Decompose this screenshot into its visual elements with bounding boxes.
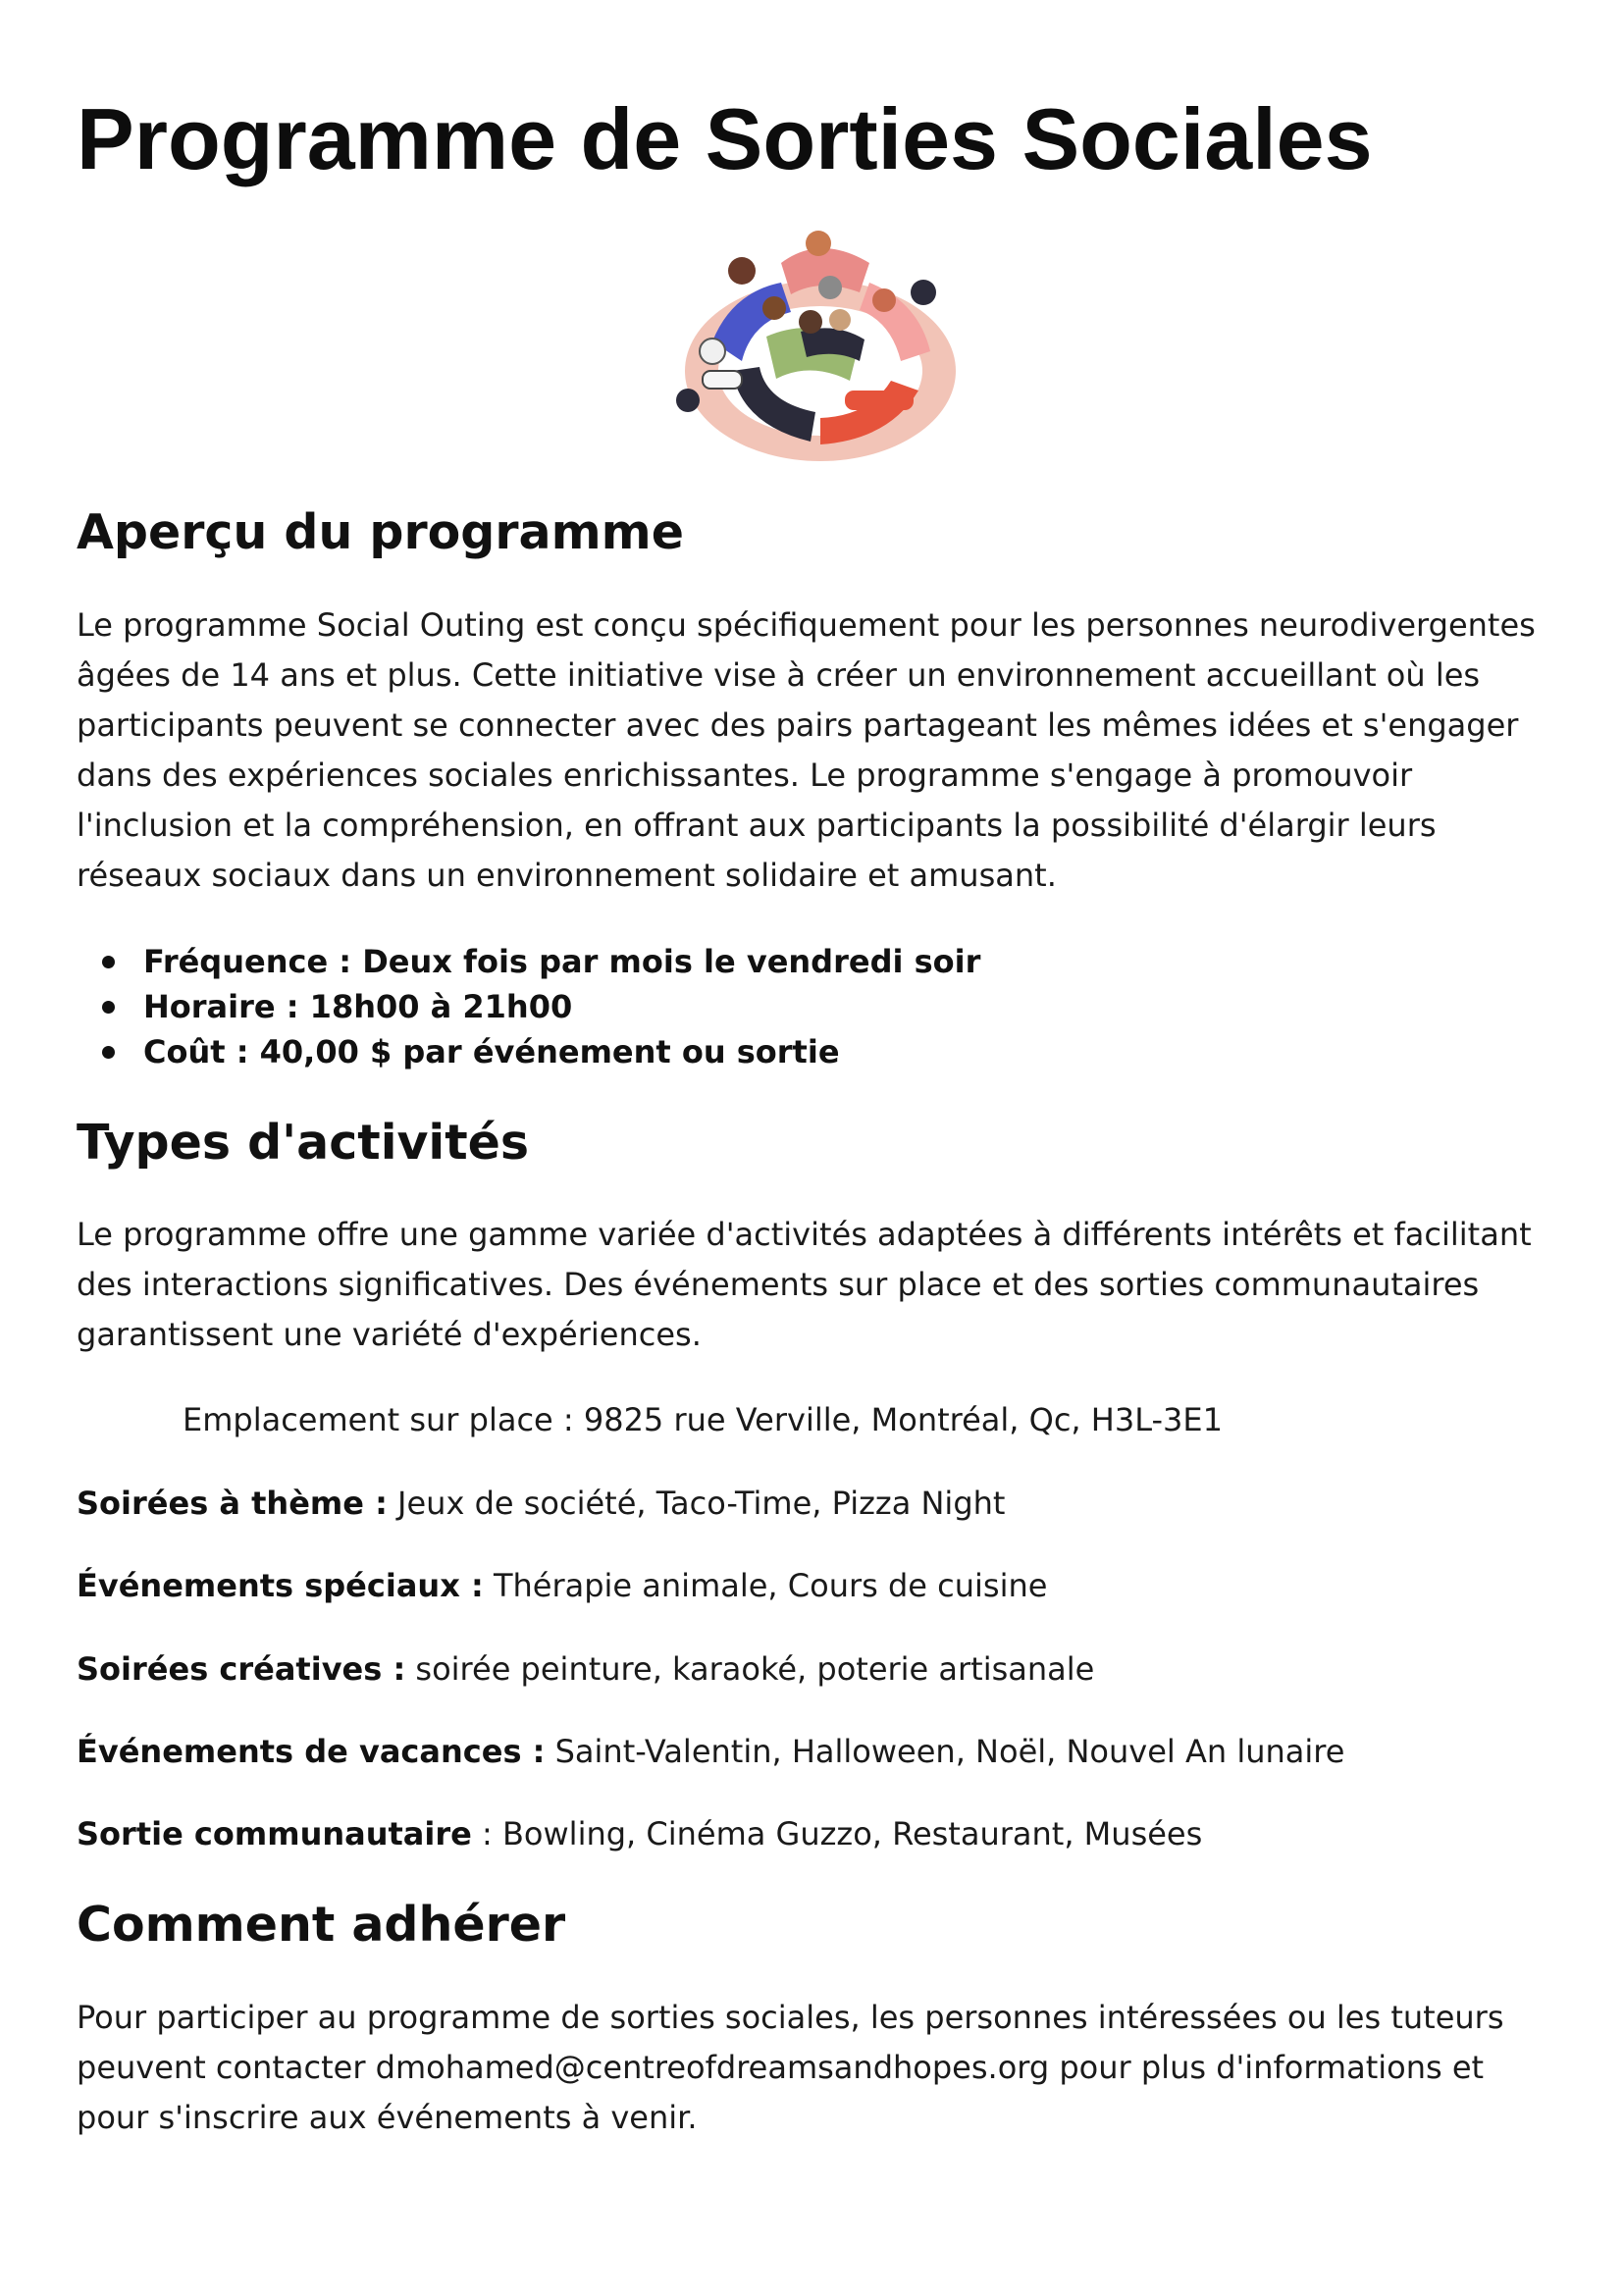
activity-text: soirée peinture, karaoké, poterie artisanale xyxy=(405,1650,1095,1688)
fact-frequency: Fréquence : Deux fois par mois le vendredi soir xyxy=(77,939,980,984)
join-line: pour s'inscrire aux événements à venir. xyxy=(77,2099,698,2136)
join-heading: Comment adhérer xyxy=(77,1897,566,1953)
activity-label: Soirées créatives : xyxy=(77,1650,406,1688)
activity-special-events xyxy=(77,1562,1047,1609)
bullet-icon xyxy=(102,956,115,968)
activity-text: : Bowling, Cinéma Guzzo, Restaurant, Musées xyxy=(471,1815,1203,1852)
bullet-icon xyxy=(102,1046,115,1059)
activities-paragraph xyxy=(77,1210,1568,1360)
overview-line: l'inclusion et la compréhension, en offrant aux participants la possibilité d'élargir leurs xyxy=(77,807,1437,844)
program-facts-list xyxy=(77,939,980,1074)
activity-label: Événements spéciaux : xyxy=(77,1567,484,1604)
activities-heading: Types d'activités xyxy=(77,1115,530,1171)
activity-text: Thérapie animale, Cours de cuisine xyxy=(483,1567,1048,1604)
activity-label: Sortie communautaire xyxy=(77,1815,472,1852)
join-line: peuvent contacter dmohamed@centreofdreamsandhopes.org pour plus d'informations et xyxy=(77,2049,1485,2086)
activity-text: Saint-Valentin, Halloween, Noël, Nouvel An lunaire xyxy=(545,1733,1345,1770)
activities-line: Le programme offre une gamme variée d'activités adaptées à différents intérêts et facilitant xyxy=(77,1216,1532,1253)
activity-text: Jeux de société, Taco-Time, Pizza Night xyxy=(387,1485,1006,1522)
overview-line: réseaux sociaux dans un environnement solidaire et amusant. xyxy=(77,857,1057,894)
onsite-location: Emplacement sur place : 9825 rue Verville, Montréal, Qc, H3L-3E1 xyxy=(183,1401,1223,1438)
overview-line: âgées de 14 ans et plus. Cette initiative vise à créer un environnement accueillant où les xyxy=(77,656,1481,694)
overview-line: dans des expériences sociales enrichissantes. Le programme s'engage à promouvoir xyxy=(77,756,1413,794)
page-title: Programme de Sorties Sociales xyxy=(77,90,1373,187)
overview-line: Le programme Social Outing est conçu spécifiquement pour les personnes neurodivergentes xyxy=(77,606,1536,644)
activity-themed-evenings xyxy=(77,1480,1005,1527)
overview-line: participants peuvent se connecter avec des pairs partageant les mêmes idées et s'engager xyxy=(77,706,1519,744)
overview-paragraph xyxy=(77,600,1568,901)
activity-community-outing xyxy=(77,1810,1202,1857)
group-hug-illustration-icon xyxy=(673,224,968,471)
fact-schedule: Horaire : 18h00 à 21h00 xyxy=(77,984,980,1029)
activities-line: garantissent une variété d'expériences. xyxy=(77,1316,702,1353)
activity-label: Événements de vacances : xyxy=(77,1733,546,1770)
join-line: Pour participer au programme de sorties sociales, les personnes intéressées ou les tuteurs xyxy=(77,1999,1504,2036)
activity-label: Soirées à thème : xyxy=(77,1485,388,1522)
fact-cost: Coût : 40,00 $ par événement ou sortie xyxy=(77,1029,980,1074)
activities-line: des interactions significatives. Des événements sur place et des sorties communautaires xyxy=(77,1266,1480,1303)
overview-heading: Aperçu du programme xyxy=(77,504,684,560)
activity-creative-evenings xyxy=(77,1645,1094,1693)
activity-holiday-events xyxy=(77,1728,1344,1775)
join-paragraph xyxy=(77,1993,1568,2143)
bullet-icon xyxy=(102,1001,115,1014)
